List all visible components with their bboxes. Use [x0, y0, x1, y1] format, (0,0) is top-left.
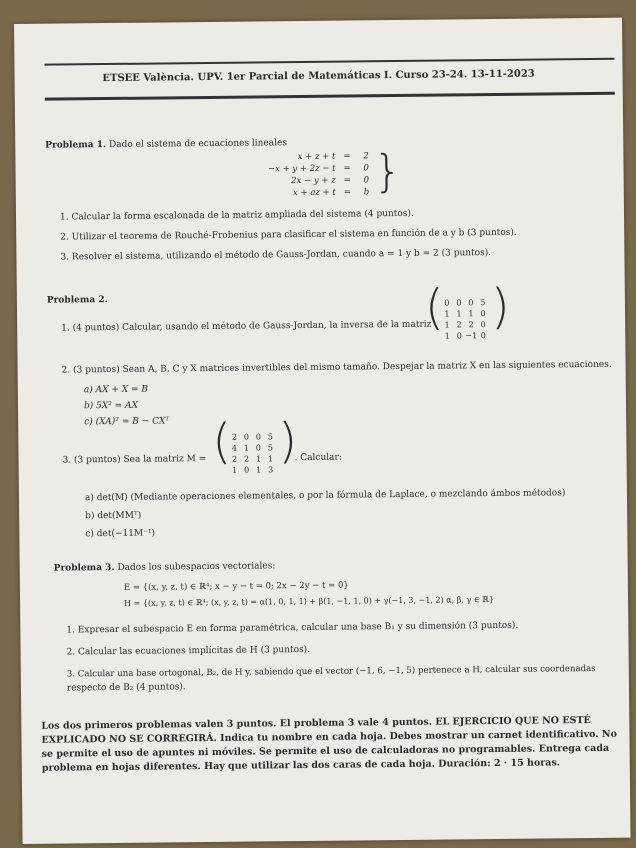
exam-instructions: Los dos primeros problemas valen 3 puntos. El problema 3 vale 4 puntos. EL EJERCICIO QUE NO ESTÉ EXPLICADO NO SE CORREGIRÁ. Indica tu nombre en cada hoja. Debes mostrar un carnet identificativo. No se permite el uso de apuntes ni móviles. Se permite el uso de calculadoras no programables. Entrega cada problema en hojas diferentes. Hay que utilizar las dos caras de cada hoja. Duración: 2 · 15 horas. [41, 714, 617, 774]
subspace-e: E = {(x, y, z, t) ∈ ℝ⁴; x − y − t = 0; 2x − 2y − t = 0} [123, 580, 349, 593]
matrix-row: 0 0 0 5 [444, 298, 486, 308]
matrix-row: 2 0 0 5 [231, 432, 273, 442]
eq-rhs: 0 [363, 163, 370, 174]
subspace-h: H = {(x, y, z, t) ∈ ℝ⁴; (x, y, z, t) = α(1, 0, 1, 1) + β(1, −1, 1, 0) + γ(−1, 3, −1, 2) α, β, γ ∈ ℝ} [124, 595, 494, 608]
p2-sub3-a: a) det(M) (Mediante operaciones elementales, o por la fórmula de Laplace, o mezclando ámbos métodos) [84, 488, 566, 504]
p2-item-3-tail: . Calcular: [294, 452, 342, 464]
eq-sign: = [343, 187, 351, 198]
problem-1-intro: Dado el sistema de ecuaciones lineales [108, 138, 288, 151]
p2-sub2-c: c) (XA)ᵀ = B − CXᵀ [84, 416, 170, 428]
problem-2-title: Problema 2. [46, 295, 108, 306]
p2-item-1: 1. (4 puntos) Calcular, usando el método de Gauss-Jordan, la inversa de la matriz [61, 319, 432, 334]
eq-lhs: 2x − y + z [291, 175, 336, 187]
eq-sign: = [343, 151, 351, 162]
system-lhs [245, 151, 335, 200]
matrix-row: 4 1 0 5 [231, 443, 274, 453]
p1-item-1: 1. Calcular la forma escalonada de la matriz ampliada del sistema (4 puntos). [59, 208, 414, 223]
p3-item-1: 1. Expresar el subespacio E en forma paramétrica, calcular una base B₁ y su dimensión (3 puntos). [66, 620, 519, 636]
matrix-row: 1 0 −1 0 [444, 331, 486, 341]
eq-lhs: x + az + t [292, 187, 336, 199]
matrix-m-left-paren: ( [212, 413, 232, 470]
exam-sheet [14, 18, 631, 844]
p2-sub3-c: c) det(−11M⁻¹) [85, 528, 156, 540]
p2-item-2: 2. (3 puntos) Sean A, B, C y X matrices invertibles del mismo tamaño. Despejar la matriz X en las siguientes ecuaciones. [61, 359, 612, 376]
p3-item-3-cont: respecto de B₂ (4 puntos). [66, 682, 186, 694]
matrix-row: 1 2 2 0 [444, 320, 486, 330]
p2-sub2-a: a) AX + X = B [83, 384, 149, 396]
exam-header: ETSEE València. UPV. 1er Parcial de Matemáticas I. Curso 23-24. 13-11-2023 [102, 68, 535, 85]
p2-sub2-b: b) 5X² = AX [83, 400, 139, 412]
matrix-row: 1 1 1 0 [444, 309, 486, 319]
p3-item-3: 3. Calcular una base ortogonal, B₂, de H y, sabiendo que el vector (−1, 6, −1, 5) pertenece a H, calcular sus coordenadas [66, 663, 596, 680]
p1-item-3: 3. Resolver el sistema, utilizando el método de Gauss-Jordan, cuando a = 1 y b = 2 (3 puntos). [60, 248, 492, 263]
problem-1-title: Problema 1. [45, 140, 107, 151]
p3-item-2: 2. Calcular las ecuaciones implícitas de H (3 puntos). [66, 644, 311, 658]
system-eq-signs [343, 150, 351, 198]
eq-sign: = [343, 175, 351, 186]
header-rule [45, 92, 615, 101]
matrix-m-right-paren: ) [278, 413, 298, 470]
problem-1-line [45, 138, 287, 151]
matrix-row: 1 0 1 3 [232, 465, 274, 475]
matrix-a-left-paren: ( [424, 279, 445, 336]
matrix-a [441, 297, 489, 342]
matrix-a-right-paren: ) [490, 278, 511, 336]
p1-item-2: 2. Utilizar el teorema de Rouché-Frobenius para clasificar el sistema en función de a y b (3 puntos). [60, 227, 517, 243]
problem-3-line [54, 561, 276, 573]
problem-3-intro: Dados los subespacios vectoriales: [117, 561, 276, 573]
matrix-row: 2 2 1 1 [231, 454, 274, 464]
eq-lhs: x + z + t [297, 151, 336, 163]
eq-rhs: 0 [363, 175, 370, 186]
eq-sign: = [343, 163, 351, 174]
matrix-m [228, 431, 276, 476]
top-rule [44, 58, 614, 66]
p2-sub3-b: b) det(MMᵀ) [85, 510, 142, 522]
system-brace: } [373, 145, 402, 198]
eq-rhs: 2 [363, 151, 369, 162]
eq-lhs: −x + y + 2z − t [267, 163, 336, 175]
p2-item-3: 3. (3 puntos) Sea la matriz M = [62, 454, 207, 466]
problem-3-title: Problema 3. [53, 562, 115, 574]
eq-rhs: b [363, 187, 370, 198]
system-rhs [363, 150, 369, 198]
